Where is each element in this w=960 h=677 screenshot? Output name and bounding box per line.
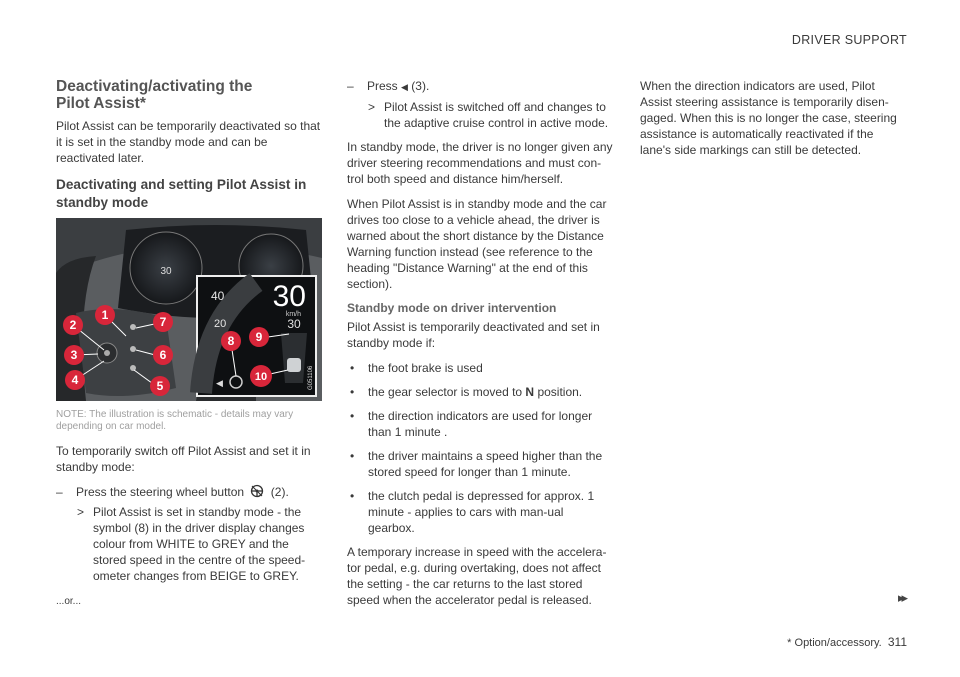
step-2-text: Press bbox=[367, 79, 398, 93]
bullet-item bbox=[347, 408, 613, 440]
title-line-1: Deactivating/activating the bbox=[56, 78, 253, 95]
step-2-result-text: Pilot Assist is switched off and changes to the adaptive cruise control in active mode. bbox=[384, 100, 609, 130]
step-1-result bbox=[56, 504, 322, 584]
paragraph-indicators: When the direction indicators are used, Pilot Assist steering assistance is temporarily disen-gaged. When this is no longer the case, steering assistance is automatically reactivated if the lane's side markings can still be detected. bbox=[640, 79, 897, 157]
callout-6: 6 bbox=[159, 348, 167, 362]
left-arrow-icon: ◀ bbox=[401, 82, 408, 92]
page-number: 311 bbox=[887, 635, 907, 649]
bullet-item bbox=[347, 360, 613, 376]
dashboard-illustration bbox=[56, 218, 322, 401]
subheading-intervention: Standby mode on driver intervention bbox=[347, 301, 557, 315]
step-2-result bbox=[347, 99, 613, 131]
dial-20: 20 bbox=[214, 318, 227, 330]
continue-arrows-icon: ▸▸ bbox=[897, 590, 905, 605]
step-dash: – bbox=[56, 485, 63, 499]
callout-7: 7 bbox=[159, 315, 167, 329]
figure-code: G051106 bbox=[308, 365, 314, 390]
bullet-dot: • bbox=[350, 409, 355, 423]
bullet-text-tail: position. bbox=[537, 385, 583, 399]
intro-text: Pilot Assist can be temporarily deactivated so that it is set in the standby mode and can be reactivated later. bbox=[56, 119, 321, 165]
callout-2: 2 bbox=[69, 318, 77, 332]
bullet-text: the driver maintains a speed higher than the stored speed for longer than 1 minute. bbox=[368, 449, 603, 479]
step-2 bbox=[347, 78, 613, 95]
paragraph-distance-warning: When Pilot Assist is in standby mode and the car drives too close to a vehicle ahead, the driver is warned about the short distance by the Distance Warning function instead (see reference to the heading "Distance Warning" at the end of this section). bbox=[347, 197, 607, 291]
step-1-ref: (2). bbox=[270, 485, 289, 499]
step-1-text: Press the steering wheel button bbox=[76, 485, 245, 499]
bullet-item bbox=[347, 448, 613, 480]
speed-unit: km/h bbox=[285, 311, 301, 318]
column-2 bbox=[347, 78, 613, 617]
callout-5: 5 bbox=[156, 379, 164, 393]
section-header: DRIVER SUPPORT bbox=[791, 33, 907, 47]
dial-40: 40 bbox=[211, 289, 225, 303]
figure-note: NOTE: The illustration is schematic - details may vary depending on car model. bbox=[56, 409, 294, 432]
bullet-dot: • bbox=[350, 385, 355, 399]
callout-3: 3 bbox=[70, 348, 78, 362]
bullet-dot: • bbox=[350, 489, 355, 503]
bullet-item bbox=[347, 384, 613, 400]
paragraph-accelerator: A temporary increase in speed with the accelera-tor pedal, e.g. during overtaking, does not affect the setting - the car returns to the last stored speed when the accelerator pedal is released. bbox=[347, 545, 607, 607]
result-marker: > bbox=[77, 505, 85, 519]
bullet-dot: • bbox=[350, 361, 355, 375]
title-line-2: Pilot Assist* bbox=[56, 95, 146, 112]
bullet-dot: • bbox=[350, 449, 355, 463]
step-1-result-text: Pilot Assist is set in standby mode - the symbol (8) in the driver display changes colour from WHITE to GREY and the stored speed in the centre of the speed-ometer changes from BEIGE to GREY. bbox=[93, 505, 306, 583]
or-separator: ...or... bbox=[56, 596, 82, 607]
step-1 bbox=[56, 484, 322, 500]
speed-small: 30 bbox=[287, 317, 301, 331]
svg-text:30: 30 bbox=[160, 266, 172, 277]
gear-n: N bbox=[525, 385, 535, 399]
step-2-ref: (3). bbox=[411, 79, 430, 93]
bullet-text: the clutch pedal is depressed for approx. 1 minute - applies to cars with man-ual gearbox. bbox=[368, 489, 595, 535]
callout-1: 1 bbox=[101, 308, 109, 322]
dashboard-figure bbox=[56, 218, 322, 401]
callout-10: 10 bbox=[254, 371, 268, 383]
column-3 bbox=[640, 78, 906, 167]
paragraph-conditions: Pilot Assist is temporarily deactivated and set in standby mode if: bbox=[347, 320, 600, 350]
page-footer bbox=[787, 635, 907, 649]
steering-wheel-icon bbox=[250, 484, 264, 498]
column-1 bbox=[56, 78, 322, 619]
bullet-text: the foot brake is used bbox=[368, 361, 483, 375]
result-marker: > bbox=[368, 100, 376, 114]
callout-8: 8 bbox=[227, 334, 235, 348]
svg-text:◀: ◀ bbox=[216, 378, 223, 388]
bullet-text: the gear selector is moved to bbox=[368, 385, 523, 399]
speed-big: 30 bbox=[272, 280, 306, 313]
footnote: * Option/accessory. bbox=[787, 637, 882, 649]
bullet-item bbox=[347, 488, 613, 536]
callout-4: 4 bbox=[71, 373, 79, 387]
page-title bbox=[56, 78, 322, 112]
step-dash: – bbox=[347, 79, 354, 93]
callout-9: 9 bbox=[255, 330, 263, 344]
subheading-standby: Deactivating and setting Pilot Assist in standby mode bbox=[56, 177, 307, 210]
bullet-text: the direction indicators are used for longer than 1 minute . bbox=[368, 409, 593, 439]
paragraph-standby-driver: In standby mode, the driver is no longer given any driver steering recommendations and must con-trol both speed and distance him/herself. bbox=[347, 140, 613, 186]
lead-text: To temporarily switch off Pilot Assist and set it in standby mode: bbox=[56, 444, 311, 474]
